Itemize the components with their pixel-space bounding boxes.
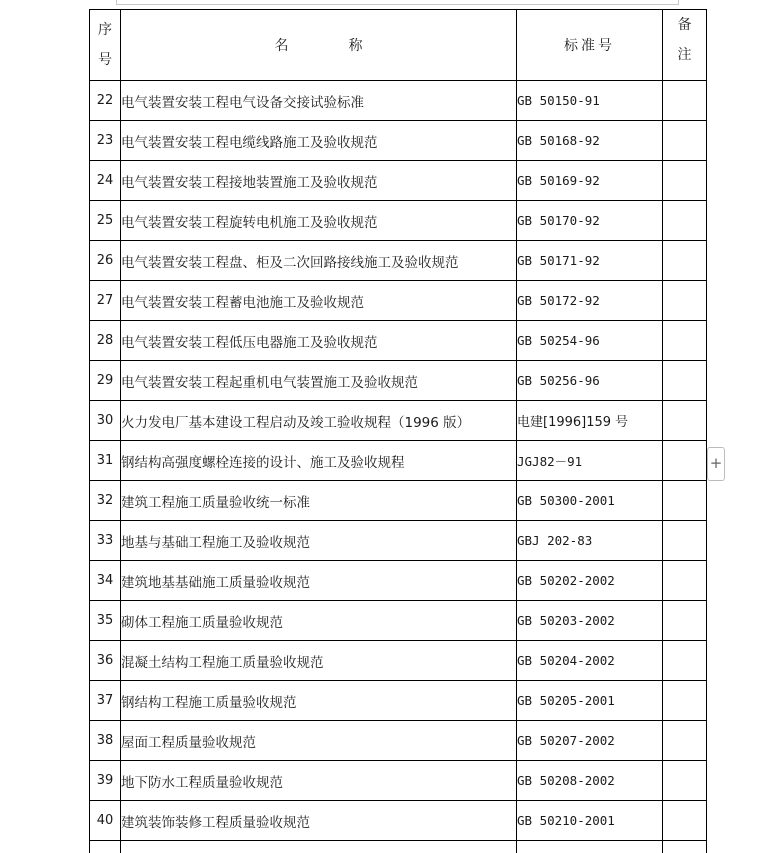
row-seq: 34 — [90, 561, 121, 601]
header-name-left: 名 — [274, 38, 289, 54]
row-standard: GB 50202-2002 — [517, 561, 663, 601]
row-cell-empty — [663, 841, 707, 853]
row-standard: GB 50207-2002 — [517, 721, 663, 761]
row-remark — [663, 761, 707, 801]
table-row-partial — [90, 841, 707, 853]
row-standard: GB 50203-2002 — [517, 601, 663, 641]
row-seq: 40 — [90, 801, 121, 841]
row-remark — [663, 201, 707, 241]
row-standard: GB 50256-96 — [517, 361, 663, 401]
row-standard: GB 50169-92 — [517, 161, 663, 201]
row-remark — [663, 241, 707, 281]
row-name: 电气装置安装工程旋转电机施工及验收规范 — [121, 201, 517, 241]
row-name: 电气装置安装工程低压电器施工及验收规范 — [121, 321, 517, 361]
header-remark — [663, 10, 707, 81]
header-seq-bottom: 号 — [98, 52, 112, 68]
row-name: 电气装置安装工程蓄电池施工及验收规范 — [121, 281, 517, 321]
header-remark-top: 备 — [677, 17, 692, 33]
table-row — [90, 81, 707, 121]
row-standard: GB 50168-92 — [517, 121, 663, 161]
table-row — [90, 481, 707, 521]
row-remark — [663, 521, 707, 561]
row-name: 火力发电厂基本建设工程启动及竣工验收规程（1996 版） — [121, 401, 517, 441]
row-name: 混凝土结构工程施工质量验收规范 — [121, 641, 517, 681]
table-row — [90, 441, 707, 481]
table-row — [90, 161, 707, 201]
row-remark — [663, 281, 707, 321]
table-row — [90, 521, 707, 561]
row-seq: 38 — [90, 721, 121, 761]
row-standard: 电建[1996]159 号 — [517, 401, 663, 441]
row-name: 屋面工程质量验收规范 — [121, 721, 517, 761]
row-remark — [663, 121, 707, 161]
row-standard: GB 50205-2001 — [517, 681, 663, 721]
row-name: 砌体工程施工质量验收规范 — [121, 601, 517, 641]
row-standard: GB 50254-96 — [517, 321, 663, 361]
row-seq: 33 — [90, 521, 121, 561]
row-standard: GB 50204-2002 — [517, 641, 663, 681]
row-seq: 30 — [90, 401, 121, 441]
row-cell-empty — [517, 841, 663, 853]
standards-table — [89, 9, 707, 853]
header-seq-top: 序 — [98, 22, 112, 38]
row-seq: 31 — [90, 441, 121, 481]
row-seq: 23 — [90, 121, 121, 161]
table-row — [90, 601, 707, 641]
row-standard: GB 50170-92 — [517, 201, 663, 241]
table-row — [90, 561, 707, 601]
row-name: 地下防水工程质量验收规范 — [121, 761, 517, 801]
row-seq: 32 — [90, 481, 121, 521]
row-cell-empty — [90, 841, 121, 853]
row-remark — [663, 81, 707, 121]
row-seq: 22 — [90, 81, 121, 121]
row-seq: 39 — [90, 761, 121, 801]
row-seq: 24 — [90, 161, 121, 201]
row-seq: 37 — [90, 681, 121, 721]
row-name: 电气装置安装工程起重机电气装置施工及验收规范 — [121, 361, 517, 401]
table-row — [90, 681, 707, 721]
row-remark — [663, 681, 707, 721]
row-remark — [663, 601, 707, 641]
header-remark-bottom: 注 — [677, 47, 692, 63]
table-row — [90, 761, 707, 801]
row-standard: GB 50208-2002 — [517, 761, 663, 801]
row-standard: GB 50172-92 — [517, 281, 663, 321]
table-row — [90, 361, 707, 401]
add-row-button[interactable] — [707, 447, 725, 481]
row-seq: 35 — [90, 601, 121, 641]
header-seq — [90, 10, 121, 81]
table-row — [90, 641, 707, 681]
row-seq: 27 — [90, 281, 121, 321]
table-row — [90, 721, 707, 761]
row-name: 电气装置安装工程电缆线路施工及验收规范 — [121, 121, 517, 161]
table-row — [90, 201, 707, 241]
row-seq: 25 — [90, 201, 121, 241]
row-name: 建筑装饰装修工程质量验收规范 — [121, 801, 517, 841]
row-remark — [663, 641, 707, 681]
table-header-row — [90, 10, 707, 81]
row-name: 电气装置安装工程接地装置施工及验收规范 — [121, 161, 517, 201]
row-remark — [663, 161, 707, 201]
row-name: 电气装置安装工程电气设备交接试验标准 — [121, 81, 517, 121]
row-remark — [663, 561, 707, 601]
row-seq: 26 — [90, 241, 121, 281]
row-remark — [663, 721, 707, 761]
page-top-margin-rule — [116, 0, 679, 5]
table-row — [90, 401, 707, 441]
row-remark — [663, 361, 707, 401]
row-standard: GB 50210-2001 — [517, 801, 663, 841]
table-row — [90, 241, 707, 281]
row-name: 建筑工程施工质量验收统一标准 — [121, 481, 517, 521]
plus-icon: + — [709, 454, 723, 472]
table-row — [90, 121, 707, 161]
row-name: 电气装置安装工程盘、柜及二次回路接线施工及验收规范 — [121, 241, 517, 281]
row-name: 钢结构工程施工质量验收规范 — [121, 681, 517, 721]
row-name: 钢结构高强度螺栓连接的设计、施工及验收规程 — [121, 441, 517, 481]
row-remark — [663, 441, 707, 481]
header-name-right: 称 — [348, 38, 363, 54]
row-seq: 28 — [90, 321, 121, 361]
row-standard: GB 50171-92 — [517, 241, 663, 281]
row-standard: GB 50300-2001 — [517, 481, 663, 521]
row-standard: GBJ 202-83 — [517, 521, 663, 561]
row-remark — [663, 401, 707, 441]
row-remark — [663, 801, 707, 841]
table-row — [90, 801, 707, 841]
row-name: 建筑地基基础施工质量验收规范 — [121, 561, 517, 601]
row-standard: JGJ82－91 — [517, 441, 663, 481]
table-row — [90, 281, 707, 321]
row-remark — [663, 321, 707, 361]
row-standard: GB 50150-91 — [517, 81, 663, 121]
table-row — [90, 321, 707, 361]
row-name: 地基与基础工程施工及验收规范 — [121, 521, 517, 561]
header-name — [121, 10, 517, 81]
row-seq: 29 — [90, 361, 121, 401]
row-remark — [663, 481, 707, 521]
header-standard: 标准号 — [517, 10, 663, 81]
row-cell-empty — [121, 841, 517, 853]
row-seq: 36 — [90, 641, 121, 681]
